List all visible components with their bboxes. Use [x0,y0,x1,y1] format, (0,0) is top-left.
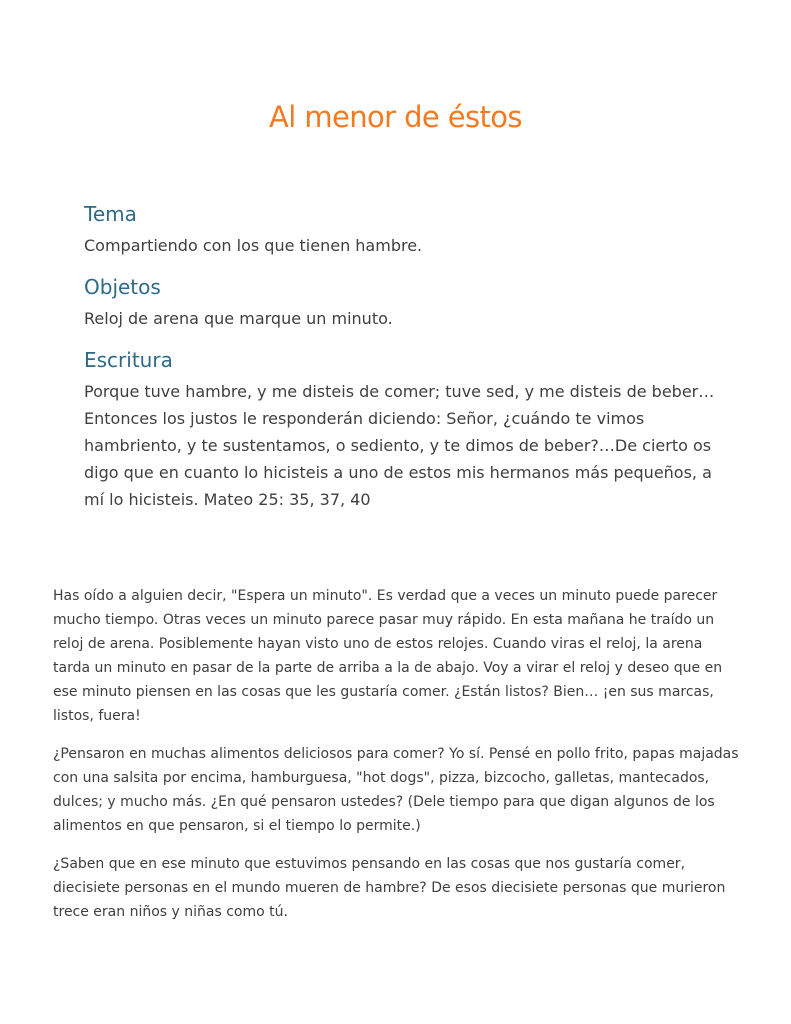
page-title: Al menor de éstos [269,100,522,134]
body-paragraph: ¿Saben que en ese minuto que estuvimos pensando en las cosas que nos gustaría comer, diecisiete personas en el mundo mueren de hambre? De esos diecisiete personas que murieron trece eran niños y niñas como tú. [53,856,726,920]
section-escritura [84,346,724,513]
section-objetos [84,273,724,332]
lesson-body [53,584,743,938]
section-tema [84,200,724,259]
section-heading-escritura: Escritura [84,348,173,372]
section-text-escritura: Porque tuve hambre, y me disteis de comer; tuve sed, y me disteis de beber… Entonces los justos le responderán diciendo: Señor, ¿cuándo te vimos hambriento, y te sustentamos, o sediento, y te dimos de beber?…De cierto os digo que en cuanto lo hicisteis a uno de estos mis hermanos más pequeños, a mí lo hicisteis. Mateo 25: 35, 37, 40 [84,382,715,509]
body-paragraph: Has oído a alguien decir, "Espera un minuto". Es verdad que a veces un minuto puede parecer mucho tiempo. Otras veces un minuto parece pasar muy rápido. En esta mañana he traído un reloj de arena. Posiblemente hayan visto uno de estos relojes. Cuando viras el reloj, la arena tarda un minuto en pasar de la parte de arriba a la de abajo. Voy a virar el reloj y deseo que en ese minuto piensen en las cosas que les gustaría comer. ¿Están listos? Bien… ¡en sus marcas, listos, fuera! [53,588,723,724]
section-heading-tema: Tema [84,202,137,226]
section-heading-objetos: Objetos [84,275,161,299]
lesson-info [84,200,724,527]
section-text-tema: Compartiendo con los que tienen hambre. [84,236,423,255]
body-paragraph: ¿Pensaron en muchas alimentos deliciosos para comer? Yo sí. Pensé en pollo frito, papas majadas con una salsita por encima, hamburguesa, "hot dogs", pizza, bizcocho, galletas, mantecados, dulces; y mucho más. ¿En qué pensaron ustedes? (Dele tiempo para que digan algunos de los alimentos en que pensaron, si el tiempo lo permite.) [53,746,739,834]
section-text-objetos: Reloj de arena que marque un minuto. [84,309,393,328]
